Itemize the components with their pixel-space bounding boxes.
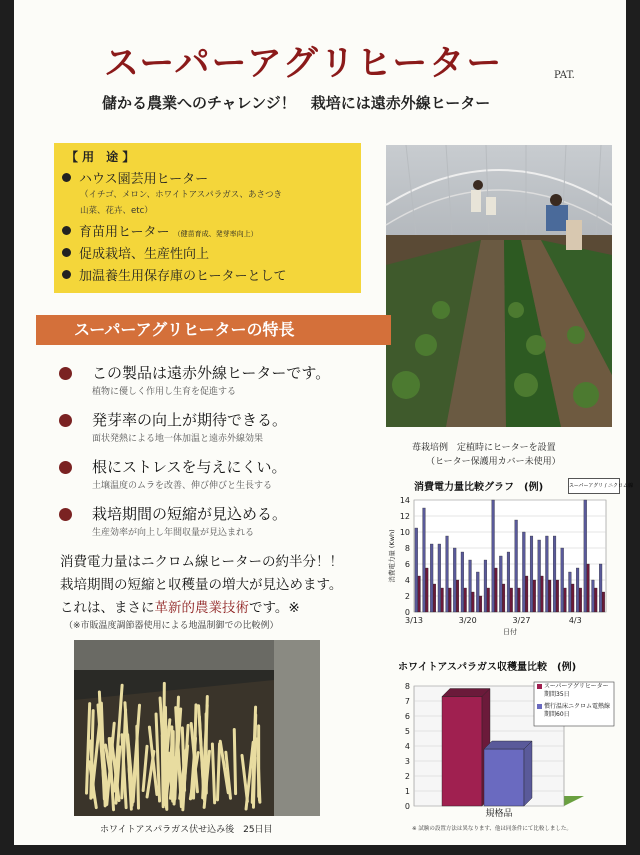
bar-super-agri <box>433 584 436 612</box>
bar-nichrome <box>430 544 433 612</box>
bar-nichrome <box>415 528 418 612</box>
use-item-greenhouse: ハウス園芸用ヒーター <box>62 168 208 187</box>
use-item-greenhouse-note-b: 山菜、花卉、etc） <box>80 206 153 216</box>
y-tick-label: 1 <box>404 787 410 796</box>
legend-label: スーパーアグリヒーター <box>544 683 609 690</box>
bar-nichrome <box>576 568 579 612</box>
bar-nichrome <box>538 540 541 612</box>
bullet-icon <box>62 248 71 257</box>
power-consumption-chart <box>386 494 616 644</box>
bar-super-agri <box>471 592 474 612</box>
bullet-icon <box>59 508 72 521</box>
y-tick-label: 0 <box>404 802 410 811</box>
feature-sub: 土壌温度のムラを改善、伸び伸びと生長する <box>92 481 273 491</box>
bar-super-agri <box>548 580 551 612</box>
summary-line-1: 消費電力量はニクロム線ヒーターの約半分！！ <box>60 554 343 570</box>
uses-box <box>54 143 361 293</box>
x-tick-label: 3/27 <box>512 616 531 625</box>
bar-nichrome <box>438 544 441 612</box>
bar-super-agri <box>579 588 582 612</box>
y-tick-label: 4 <box>404 576 410 585</box>
bar-super-agri <box>602 592 605 612</box>
use-item-greenhouse-note-a: （イチゴ、メロン、ホワイトアスパラガス、あさつき <box>80 190 283 200</box>
bar-nichrome <box>469 560 472 612</box>
bar-side <box>524 741 532 806</box>
bar-nichrome <box>484 749 524 806</box>
bar-nichrome <box>522 532 525 612</box>
y-tick-label: 3 <box>404 757 410 766</box>
bar-nichrome <box>569 572 572 612</box>
bar-super-agri <box>425 568 428 612</box>
feature-sub: 植物に優しく作用し生育を促進する <box>92 387 237 397</box>
bar-nichrome <box>446 536 449 612</box>
bar-nichrome <box>484 560 487 612</box>
bar-nichrome <box>592 580 595 612</box>
feature-main: 発芽率の向上が期待できる。 <box>92 411 288 429</box>
bar-nichrome <box>476 572 479 612</box>
bar-super-agri <box>487 588 490 612</box>
features-title: スーパーアグリヒーターの特長 <box>36 315 391 345</box>
bullet-icon <box>62 173 71 182</box>
y-tick-label: 6 <box>404 560 410 569</box>
bar-nichrome <box>599 564 602 612</box>
use-item-forcing: 促成栽培、生産性向上 <box>62 243 209 262</box>
y-tick-label: 7 <box>404 697 410 706</box>
feature-sub: 面状発熱による地一体加温と遠赤外線効果 <box>92 434 264 444</box>
legend-label: 期間35日 <box>544 691 570 698</box>
feature-main: この製品は遠赤外線ヒーターです。 <box>92 364 331 382</box>
bar-super-agri <box>418 576 421 612</box>
bar-super-agri <box>594 588 597 612</box>
chart-footnote: ※ 試験の設置方法は異なります、他は同条件にて比較しました。 <box>412 826 572 832</box>
bar-nichrome <box>507 552 510 612</box>
bar-nichrome <box>492 500 495 612</box>
summary-line-3: これは、まさに革新的農業技術です。※ <box>60 600 300 616</box>
brochure-page <box>14 0 633 845</box>
y-tick-label: 5 <box>404 727 410 736</box>
bar-super-agri <box>564 588 567 612</box>
bar-super-agri <box>587 564 590 612</box>
bullet-icon <box>59 461 72 474</box>
bullet-icon <box>59 414 72 427</box>
bar-super-agri <box>518 588 521 612</box>
page-title: スーパーアグリヒーター <box>104 43 504 84</box>
bar-nichrome <box>515 520 518 612</box>
y-tick-label: 6 <box>404 712 410 721</box>
y-tick-label: 8 <box>404 544 410 553</box>
bar-super-agri <box>556 580 559 612</box>
summary-note: （※市販温度調節器使用による地温制御での比較例） <box>64 621 279 631</box>
legend-label: 慣行温床ニクロム電熱線 <box>544 703 611 710</box>
uses-header: 【 用 途 】 <box>66 150 135 164</box>
asparagus-caption: ホワイトアスパラガス伏せ込み後 25日目 <box>100 825 273 835</box>
y-tick-label: 2 <box>404 772 410 781</box>
y-tick-label: 8 <box>404 682 410 691</box>
x-tick-label: 4/3 <box>568 616 582 625</box>
legend-label: 期間60日 <box>544 711 570 718</box>
y-tick-label: 14 <box>399 496 410 505</box>
bar-top <box>442 689 490 697</box>
bar-top <box>484 741 532 749</box>
feature-sub: 生産効率が向上し年間収量が見込まれる <box>92 528 255 538</box>
asparagus-photo <box>74 640 320 816</box>
bar-super-agri <box>441 588 444 612</box>
x-tick-label: 3/13 <box>405 616 423 625</box>
greenhouse-caption-b: （ヒーター保護用カバー未使用） <box>426 457 561 467</box>
y-tick-label: 4 <box>404 742 410 751</box>
bar-super-agri <box>510 588 513 612</box>
bullet-icon <box>62 270 71 279</box>
use-item-seedling: 育苗用ヒーター （健苗育成、発芽率向上） <box>62 221 258 240</box>
bar-nichrome <box>561 548 564 612</box>
x-tick-label: 3/20 <box>458 616 477 625</box>
bar-nichrome <box>499 556 502 612</box>
y-tick-label: 12 <box>399 512 410 521</box>
legend-swatch <box>537 684 542 689</box>
yield-chart-title: ホワイトアスパラガス収穫量比較 (例) <box>398 662 577 673</box>
use-item-storage: 加温養生用保存庫のヒーターとして <box>62 265 286 284</box>
greenhouse-caption-a: 苺栽培例 定植時にヒーターを設置 <box>412 443 556 453</box>
bar-super-agri <box>533 580 536 612</box>
yield-legend <box>534 682 614 726</box>
page-subtitle: 儲かる農業へのチャレンジ！ 栽培には遠赤外線ヒーター <box>102 94 491 112</box>
bar-super-agri <box>541 576 544 612</box>
bar-nichrome <box>423 508 426 612</box>
legend-swatch <box>537 704 542 709</box>
y-axis-label: 消費電力量 (Kwh) <box>388 529 396 583</box>
greenhouse-photo <box>386 145 612 427</box>
y-tick-label: 2 <box>404 592 410 601</box>
feature-main: 根にストレスを与えにくい。 <box>92 458 287 476</box>
bar-super-agri <box>525 576 528 612</box>
feature-main: 栽培期間の短縮が見込める。 <box>92 505 288 523</box>
bar-nichrome <box>545 536 548 612</box>
bar-nichrome <box>584 500 587 612</box>
bar-super-agri <box>571 584 574 612</box>
y-tick-label: 10 <box>399 528 410 537</box>
bullet-icon <box>62 226 71 235</box>
patent-mark: PAT. <box>554 70 575 81</box>
x-axis-label: 日付 <box>503 628 517 636</box>
x-category-label: 規格品 <box>485 809 513 819</box>
bar-nichrome <box>530 536 533 612</box>
bullet-icon <box>59 367 72 380</box>
highlight-text: 革新的農業技術 <box>154 600 249 616</box>
bar-nichrome <box>461 552 464 612</box>
bar-super-agri <box>448 588 451 612</box>
bar-super-agri <box>442 697 482 807</box>
bar-super-agri <box>456 580 459 612</box>
summary-line-2: 栽培期間の短縮と収穫量の増大が見込めます。 <box>60 577 343 593</box>
bar-super-agri <box>494 568 497 612</box>
asparagus-yield-chart <box>386 676 616 836</box>
bar-super-agri <box>502 584 505 612</box>
bar-nichrome <box>453 548 456 612</box>
bar-super-agri <box>464 588 467 612</box>
bar-super-agri <box>479 596 482 612</box>
y-tick-label: 0 <box>404 608 410 617</box>
bar-nichrome <box>553 536 556 612</box>
power-chart-title: 消費電力量比較グラフ (例) <box>414 482 544 493</box>
power-chart-legend: スーパーアグリ / ニクロム線 <box>568 478 620 494</box>
